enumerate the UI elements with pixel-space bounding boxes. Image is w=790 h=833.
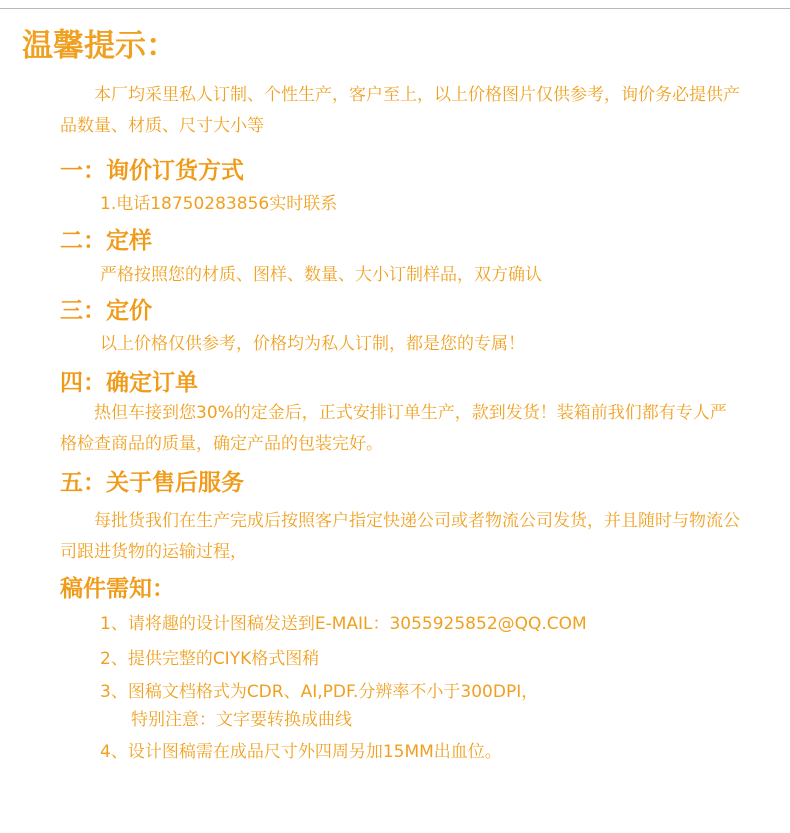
section-heading-sample: 二：定样 [60,228,152,254]
section-body-aftersales: 每批货我们在生产完成后按照客户指定快递公司或者物流公司发货，并且随时与物流公司跟进货物的运输过程， [60,511,740,562]
notes-heading: 稿件需知： [60,576,175,602]
section-body-sample: 严格按照您的材质、图样、数量、大小订制样品，双方确认 [100,265,542,285]
note-item-attention: 特别注意：文字要转换成曲线 [131,710,352,730]
section-heading-order: 四：确定订单 [60,370,198,396]
note-item-email: 1、请将趣的设计图稿发送到E-MAIL：3055925852@QQ.COM [100,614,587,634]
section-body-order: 热但车接到您30%的定金后，正式安排订单生产，款到发货！装箱前我们都有专人严格检查商品的质量，确定产品的包装完好。 [60,403,727,454]
intro-paragraph: 本厂均采里私人订制、个性生产，客户至上，以上价格图片仅供参考，询价务必提供产品数量、材质、尺寸大小等 [60,85,740,136]
note-item-format: 2、提供完整的CIYK格式图稍 [100,649,320,669]
section-heading-pricing: 三：定价 [60,298,152,324]
section-body-pricing: 以上价格仅供参考，价格均为私人订制，都是您的专属！ [100,334,525,354]
section-heading-inquiry: 一：询价订货方式 [60,158,244,184]
section-heading-aftersales: 五：关于售后服务 [60,470,244,496]
note-item-resolution: 3、图稿文档格式为CDR、AI,PDF.分辨率不小于300DPI， [100,682,539,702]
page-title: 温馨提示： [22,28,177,64]
note-item-bleed: 4、设计图稿需在成品尺寸外四周另加15MM出血位。 [100,742,502,762]
top-divider [0,8,790,9]
section-body-inquiry: 1.电话18750283856实时联系 [100,194,338,214]
